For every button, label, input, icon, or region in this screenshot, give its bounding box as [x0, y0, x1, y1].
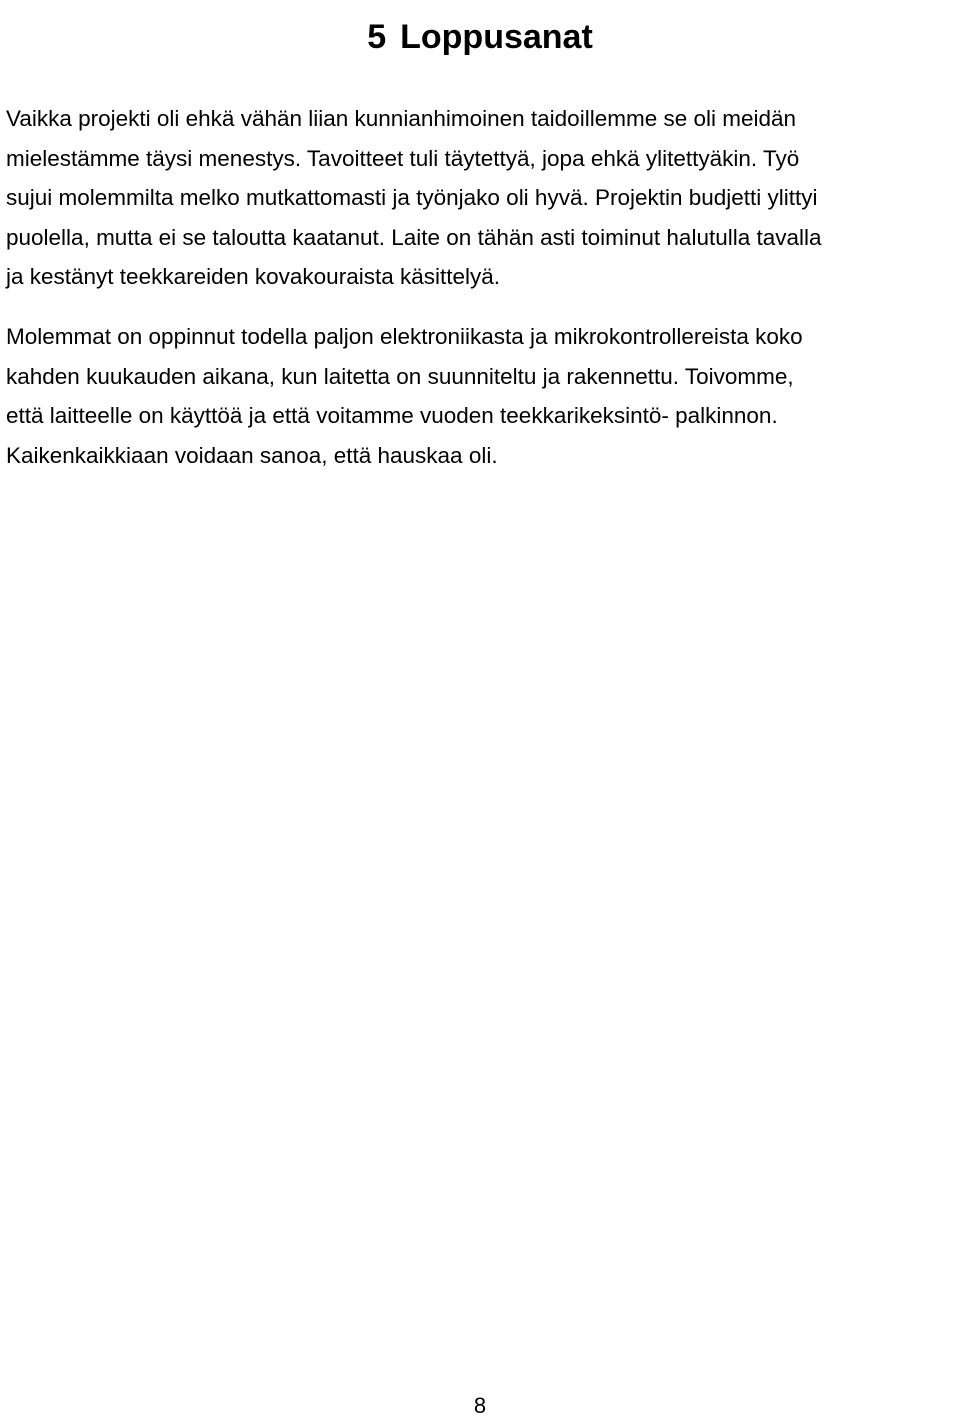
paragraph-1: [6, 99, 956, 297]
paragraph-line: Vaikka projekti oli ehkä vähän liian kunnianhimoinen taidoillemme se oli meidän: [6, 106, 797, 131]
paragraph-line: kahden kuukauden aikana, kun laitetta on suunniteltu ja rakennettu. Toivomme,: [6, 363, 794, 389]
paragraph-line: sujui molemmilta melko mutkattomasti ja työnjako oli hyvä. Projektin budjetti ylittyi: [6, 185, 818, 210]
paragraph-2: [6, 317, 956, 475]
paragraph-line: Kaikenkaikkiaan voidaan sanoa, että hauskaa oli.: [6, 442, 498, 468]
section-number: 5: [367, 17, 387, 56]
paragraph-line: mielestämme täysi menestys. Tavoitteet tuli täytettyä, jopa ehkä ylitettyäkin. Työ: [6, 145, 800, 171]
paragraph-line: ja kestänyt teekkareiden kovakouraista käsittelyä.: [6, 264, 501, 289]
section-heading: [0, 11, 960, 63]
paragraph-line: että laitteelle on käyttöä ja että voitamme vuoden teekkarikeksintö- palkinnon.: [6, 403, 778, 428]
page-number: 8: [473, 1393, 487, 1418]
paragraph-line: Molemmat on oppinnut todella paljon elektroniikasta ja mikrokontrollereista koko: [6, 324, 803, 349]
section-title: Loppusanat: [400, 17, 593, 56]
paragraph-line: puolella, mutta ei se taloutta kaatanut. Laite on tähän asti toiminut halutulla tavalla: [6, 224, 822, 250]
